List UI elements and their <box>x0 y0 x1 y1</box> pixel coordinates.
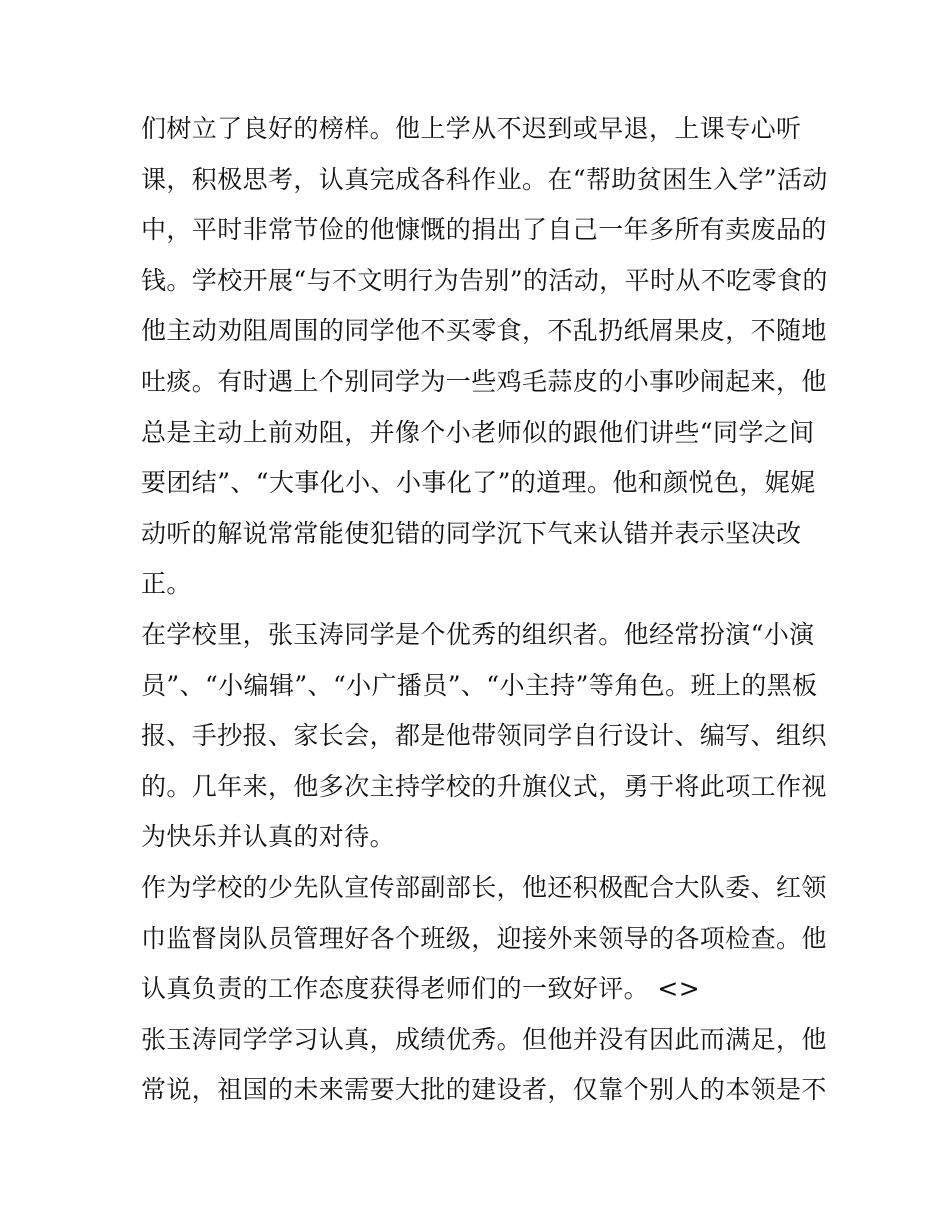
body-text <box>141 104 828 1116</box>
text-line: 们树立了良好的榜样。他上学从不迟到或早退，上课专心听 <box>141 114 802 143</box>
text-line: 为快乐并认真的对待。 <box>141 822 396 852</box>
text-line: 认真负责的工作态度获得老师们的一致好评。 <> <box>141 974 701 1004</box>
text-line: 员”、“小编辑”、“小广播员”、“小主持”等角色。班上的黑板 <box>141 670 818 700</box>
text-line: 的。几年来，他多次主持学校的升旗仪式，勇于将此项工作视 <box>141 771 827 801</box>
text-line: 吐痰。有时遇上个别同学为一些鸡毛蒜皮的小事吵闹起来，他 <box>141 366 827 396</box>
text-line: 动听的解说常常能使犯错的同学沉下气来认错并表示坚决改 <box>141 518 802 548</box>
text-line: 报、手抄报、家长会，都是他带领同学自行设计、编写、组织 <box>141 721 827 751</box>
text-line: 作为学校的少先队宣传部副部长，他还积极配合大队委、红领 <box>141 872 827 902</box>
text-line: 正。 <box>141 569 192 599</box>
text-line: 他主动劝阻周围的同学他不买零食，不乱扔纸屑果皮，不随地 <box>141 316 827 346</box>
text-line: 总是主动上前劝阻，并像个小老师似的跟他们讲些“同学之间 <box>141 417 815 447</box>
text-line: 钱。学校开展“与不文明行为告别”的活动，平时从不吃零食的 <box>141 265 828 295</box>
text-line: 中，平时非常节俭的他慷慨的捐出了自己一年多所有卖废品的 <box>141 215 827 245</box>
text-line: 巾监督岗队员管理好各个班级，迎接外来领导的各项检查。他 <box>141 923 827 953</box>
text-line: 在学校里，张玉涛同学是个优秀的组织者。他经常扮演“小演 <box>141 619 815 649</box>
text-line: 要团结”、“大事化小、小事化了”的道理。他和颜悦色，娓娓 <box>141 468 816 498</box>
text-line: 张玉涛同学学习认真，成绩优秀。但他并没有因此而满足，他 <box>141 1024 827 1054</box>
text-line: 常说，祖国的未来需要大批的建设者，仅靠个别人的本领是不 <box>141 1075 827 1105</box>
text-line: 课，积极思考，认真完成各科作业。在“帮助贫困生入学”活动 <box>141 164 828 194</box>
